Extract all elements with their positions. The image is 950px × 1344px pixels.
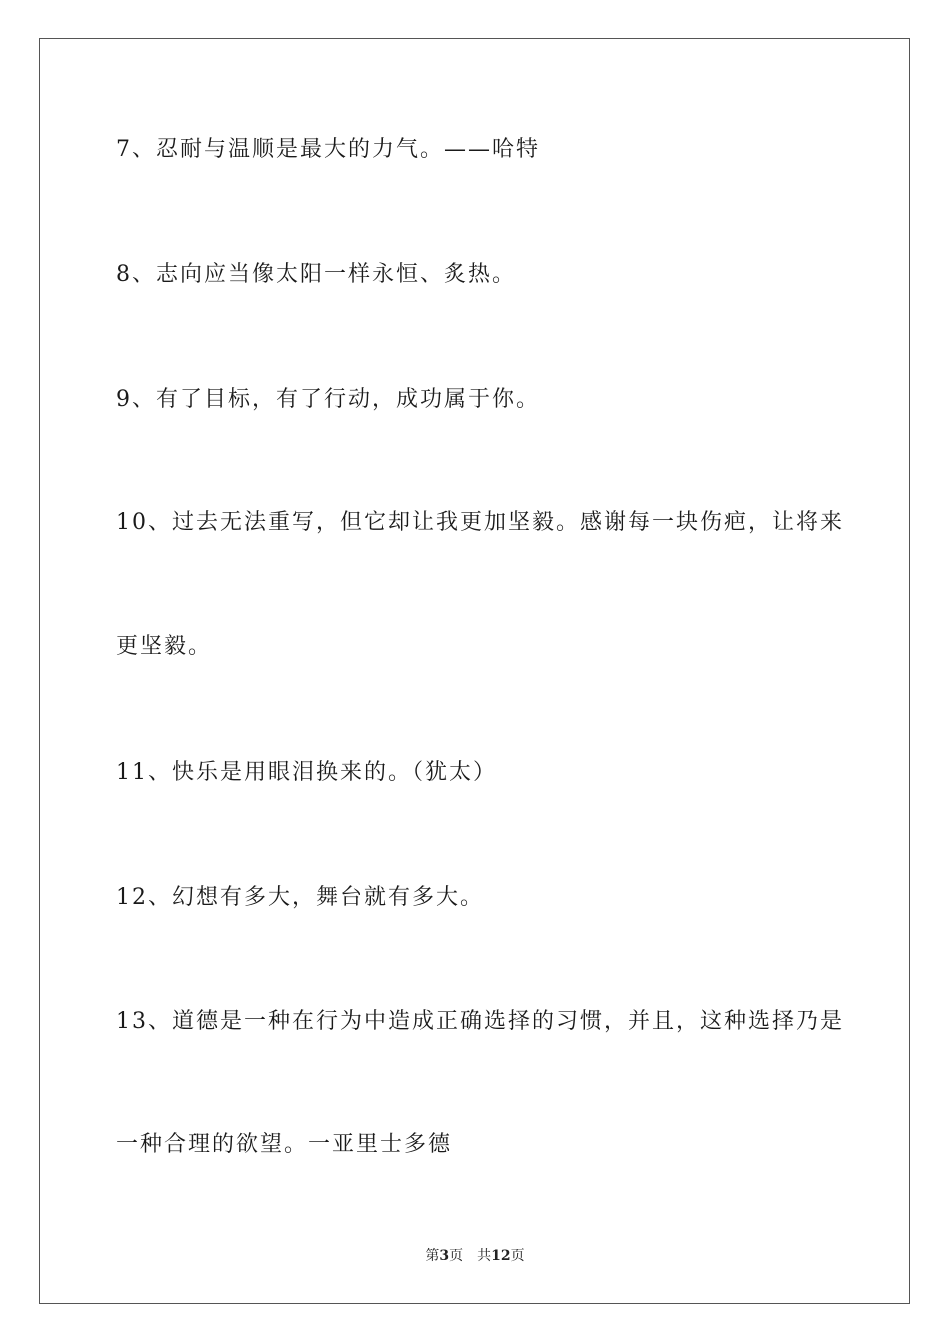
page-footer — [0, 1246, 950, 1266]
quote-line-7: 7、忍耐与温顺是最大的力气。——哈特 — [116, 137, 540, 162]
quote-line-12: 12、幻想有多大，舞台就有多大。 — [116, 885, 484, 910]
page-total-number: 12 — [491, 1248, 511, 1264]
quote-line-13-continued: 一种合理的欲望。一亚里士多德 — [116, 1132, 453, 1157]
page-prefix: 第 — [425, 1248, 440, 1264]
page-suffix: 页 — [449, 1248, 464, 1264]
quote-line-13: 13、道德是一种在行为中造成正确选择的习惯，并且，这种选择乃是 — [116, 1009, 844, 1034]
quote-line-8: 8、志向应当像太阳一样永恒、炙热。 — [116, 262, 516, 287]
quote-line-9: 9、有了目标，有了行动，成功属于你。 — [116, 387, 540, 412]
total-prefix: 共 — [477, 1248, 492, 1264]
quote-line-11: 11、快乐是用眼泪换来的。（犹太） — [116, 760, 497, 785]
page-border — [39, 38, 910, 1304]
page-current-number: 3 — [439, 1248, 450, 1264]
quote-line-10-continued: 更坚毅。 — [116, 634, 213, 659]
quote-line-10: 10、过去无法重写，但它却让我更加坚毅。感谢每一块伤疤，让将来 — [116, 510, 844, 535]
total-suffix: 页 — [510, 1248, 525, 1264]
